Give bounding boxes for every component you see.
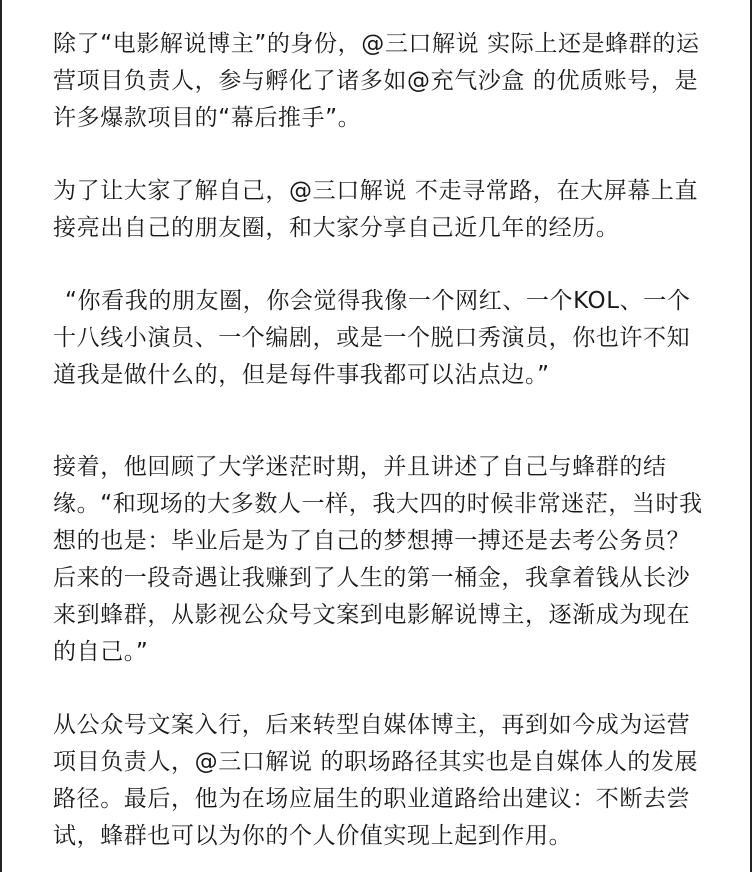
paragraph-intro: 除了“电影解说博主”的身份，@三口解说 实际上还是蜂群的运营项目负责人，参与孵化了诸多如@充气沙盒 的优质账号，是许多爆款项目的“幕后推手”。	[53, 31, 700, 131]
article-body	[53, 26, 705, 855]
paragraph-career: 从公众号文案入行，后来转型自媒体博主，再到如今成为运营项目负责人，@三口解说 的职场路径其实也是自媒体人的发展路径。最后，他为在场应届生的职业道路给出建议：不断去尝试，蜂群也可以为你的个人价值实现上起到作用。	[53, 712, 699, 849]
paragraph-quote: “你看我的朋友圈，你会觉得我像一个网红、一个KOL、一个十八线小演员、一个编剧，或是一个脱口秀演员，你也许不知道我是做什么的，但是每件事我都可以沾点边。”	[53, 288, 691, 388]
paragraph-college: 接着，他回顾了大学迷茫时期，并且讲述了自己与蜂群的结缘。“和现场的大多数人一样，我大四的时候非常迷茫，当时我想的也是：毕业后是为了自己的梦想搏一搏还是去考公务员？后来的一段奇遇让我赚到了人生的第一桶金，我拿着钱从长沙来到蜂群，从影视公众号文案到电影解说博主，逐渐成为现在的自己。”	[53, 454, 703, 665]
paragraph-moments: 为了让大家了解自己，@三口解说 不走寻常路，在大屏幕上直接亮出自己的朋友圈，和大家分享自己近几年的经历。	[53, 178, 699, 241]
